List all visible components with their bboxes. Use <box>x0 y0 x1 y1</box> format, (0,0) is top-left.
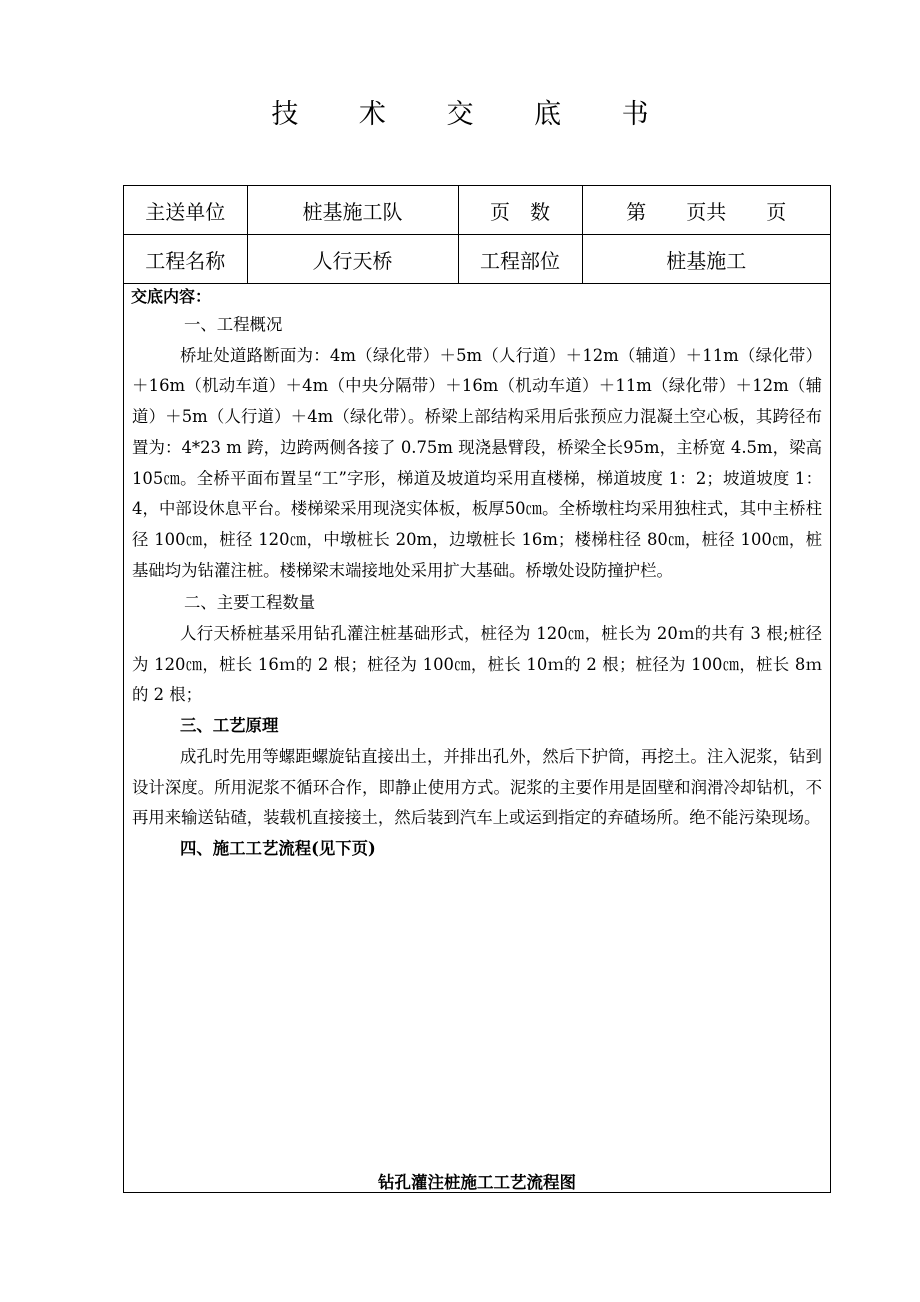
label-project-name: 工程名称 <box>124 235 247 284</box>
section-1-heading: 一、工程概况 <box>184 315 283 334</box>
content-label: 交底内容： <box>131 287 212 306</box>
header-table <box>124 186 830 284</box>
header-row-1 <box>124 186 830 235</box>
label-page-count: 页 数 <box>458 186 582 235</box>
form-frame <box>123 185 831 1193</box>
header-row-2 <box>124 235 830 284</box>
section-3-heading: 三、工艺原理 <box>180 716 279 736</box>
section-2-text: 人行天桥桩基采用钻孔灌注桩基础形式，桩径为 120㎝，桩长为 20ｍ的共有 3 根;桩径为 120㎝，桩长 16ｍ的 2 根；桩径为 100㎝，桩长 10ｍ的 2 根；桩径为 100㎝，桩长 8ｍ的 2 根； <box>132 624 822 705</box>
label-send-unit: 主送单位 <box>124 186 247 235</box>
value-page-count: 第 页共 页 <box>582 186 830 235</box>
section-4-heading: 四、施工工艺流程(见下页) <box>180 838 376 858</box>
section-3-text: 成孔时先用等螺距螺旋钻直接出土，并排出孔外，然后下护筒，再挖土。注入泥浆，钻到设计深度。所用泥浆不循环合作，即静止使用方式。泥浆的主要作用是固壁和润滑冷却钻机，不再用来输送钻碴，装载机直接接土，然后装到汽车上或运到指定的弃碴场所。绝不能污染现场。 <box>132 746 822 828</box>
document-title: 技 术 交 底 书 <box>271 99 675 130</box>
value-project-part: 桩基施工 <box>582 235 830 284</box>
section-1-text: 桥址处道路断面为：4m（绿化带）＋5m（人行道）＋12m（辅道）＋11m（绿化带）＋16m（机动车道）＋4m（中央分隔带）＋16m（机动车道）＋11m（绿化带）＋12m（辅道）＋5m（人行道）＋4m（绿化带）。桥梁上部结构采用后张预应力混凝土空心板，其跨径布置为：4*23 m 跨，边跨两侧各接了 0.75m 现浇悬臂段，桥梁全长95m，主桥宽 4.5m，梁高 105㎝。全桥平面布置呈“工”字形，梯道及坡道均采用直楼梯，梯道坡度 1：2；坡道坡度 1：4，中部设休息平台。楼梯梁采用现浇实体板，板厚50㎝。全桥墩柱均采用独柱式，其中主桥柱径 100㎝，桩径 120㎝，中墩桩长 20m，边墩桩长 16m；楼梯柱径 80㎝，桩径 100㎝，桩基础均为钻灌注桩。楼梯梁末端接地处采用扩大基础。桥墩处设防撞护栏。 <box>132 345 822 580</box>
flowchart-caption: 钻孔灌注桩施工工艺流程图 <box>378 1173 576 1192</box>
value-send-unit: 桩基施工队 <box>247 186 458 235</box>
section-2-heading: 二、主要工程数量 <box>184 593 316 613</box>
briefing-content <box>124 284 830 865</box>
value-project-name: 人行天桥 <box>247 235 458 284</box>
label-project-part: 工程部位 <box>458 235 582 284</box>
